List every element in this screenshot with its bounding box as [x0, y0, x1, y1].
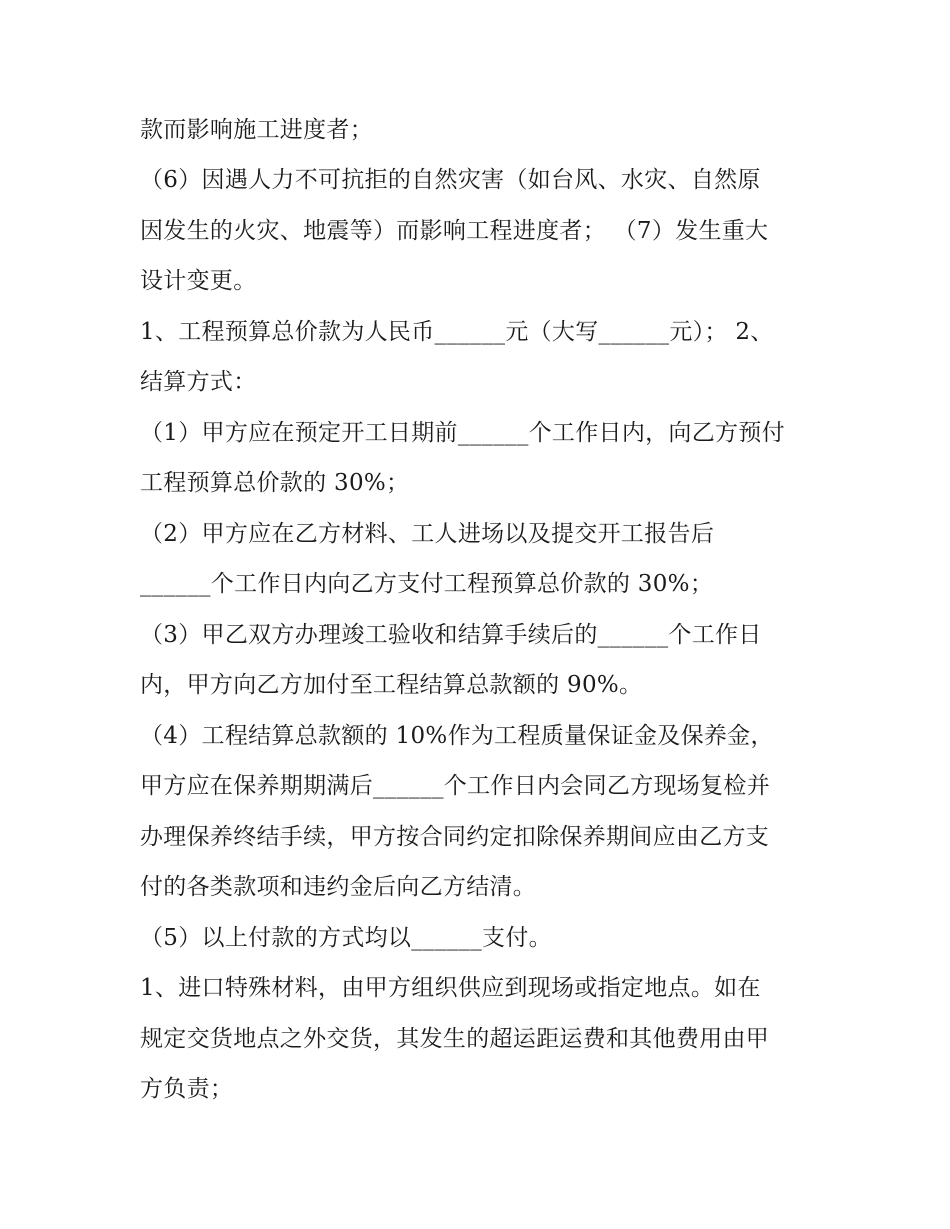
text-line-20: 方负责； [140, 1076, 234, 1102]
text-line-8: 工程预算总价款的 30%； [140, 470, 410, 496]
text-line-6: 结算方式： [140, 369, 257, 395]
text-line-1: 款而影响施工进度者； [140, 117, 373, 143]
text-line-19: 规定交货地点之外交货，其发生的超运距运费和其他费用由甲 [140, 1026, 770, 1052]
text-line-17: （5）以上付款的方式均以______支付。 [140, 925, 552, 951]
text-line-9: （2）甲方应在乙方材料、工人进场以及提交开工报告后 [140, 521, 715, 547]
text-line-15: 办理保养终结手续，甲方按合同约定扣除保养期间应由乙方支 [140, 824, 770, 850]
text-line-2: （6）因遇人力不可抗拒的自然灾害（如台风、水灾、自然原 [140, 167, 761, 193]
text-line-12: 内，甲方向乙方加付至工程结算总款额的 90%。 [140, 672, 643, 698]
text-line-11: （3）甲乙双方办理竣工验收和结算手续后的______个工作日 [140, 622, 762, 648]
text-line-7: （1）甲方应在预定开工日期前______个工作日内，向乙方预付 [140, 420, 785, 446]
text-line-14: 甲方应在保养期期满后______个工作日内会同乙方现场复检并 [140, 773, 770, 799]
text-line-4: 设计变更。 [140, 268, 257, 294]
text-line-3: 因发生的火灾、地震等）而影响工程进度者； （7）发生重大 [140, 218, 769, 244]
text-line-18: 1、进口特殊材料，由甲方组织供应到现场或指定地点。如在 [140, 975, 761, 1001]
text-line-5: 1、工程预算总价款为人民币______元（大写______元）； 2、 [140, 319, 774, 345]
text-line-10: ______个工作日内向乙方支付工程预算总价款的 30%； [140, 571, 714, 597]
text-line-13: （4）工程结算总款额的 10%作为工程质量保证金及保养金， [140, 723, 774, 749]
text-line-16: 付的各类款项和违约金后向乙方结清。 [140, 874, 537, 900]
